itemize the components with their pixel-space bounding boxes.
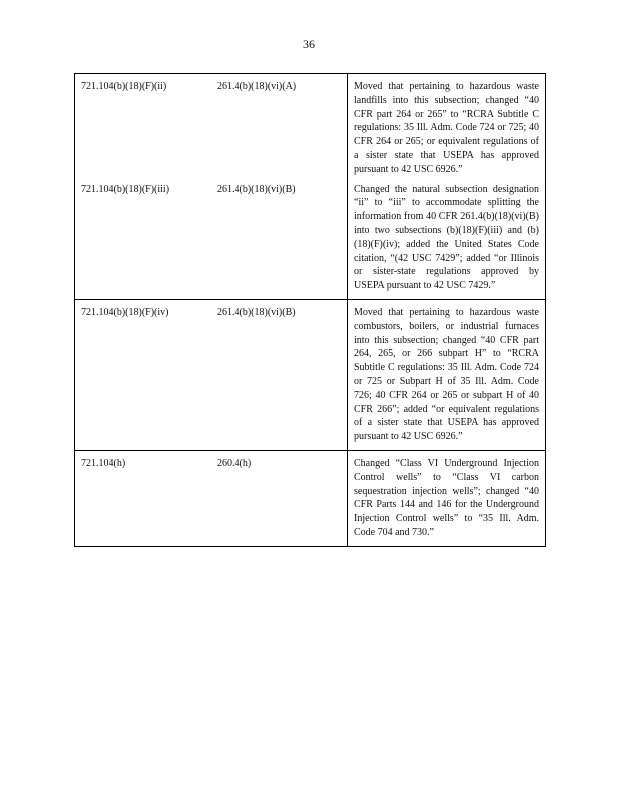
federal-source-cell: 261.4(b)(18)(vi)(B) <box>211 299 348 450</box>
table-row <box>75 177 546 300</box>
federal-source-cell: 260.4(h) <box>211 450 348 546</box>
amendments-table <box>74 73 546 547</box>
change-description-cell: Changed the natural subsection designation “ii” to “iii” to accommodate splitting the information from 40 CFR 261.4(b)(18)(vi)(B) into two subsections (b)(18)(F)(iii) and (b)(18)(F)(iv); added the United States Code citation, “(42 USC 7429”; added “or Illinois or sister-state regulations approved by USEPA pursuant to 42 USC 7429.” <box>348 177 546 300</box>
illinois-section-cell: 721.104(b)(18)(F)(ii) <box>75 74 212 177</box>
federal-source-cell: 261.4(b)(18)(vi)(A) <box>211 74 348 177</box>
illinois-section-cell: 721.104(b)(18)(F)(iii) <box>75 177 212 300</box>
federal-source-cell: 261.4(b)(18)(vi)(B) <box>211 177 348 300</box>
illinois-section-cell: 721.104(b)(18)(F)(iv) <box>75 299 212 450</box>
change-description-cell: Moved that pertaining to hazardous waste landfills into this subsection; changed “40 CFR part 264 or 265” to “RCRA Subtitle C regulations: 35 Ill. Adm. Code 724 or 725; 40 CFR 264 or 265; or equivalent regulations of a sister state that USEPA has approved pursuant to 42 USC 6926.” <box>348 74 546 177</box>
table-row <box>75 450 546 546</box>
table-row <box>75 299 546 450</box>
page-number: 36 <box>303 37 315 51</box>
table-row <box>75 74 546 177</box>
illinois-section-cell: 721.104(h) <box>75 450 212 546</box>
change-description-cell: Moved that pertaining to hazardous waste combustors, boilers, or industrial furnaces into this subsection; changed “40 CFR part 264, 265, or 266 subpart H” to “RCRA Subtitle C regulations: 35 Ill. Adm. Code 724 or 725 or Subpart H of 35 Ill. Adm. Code 726; 40 CFR 264 or 265 or subpart H of 40 CFR 266”; added “or equivalent regulations of a sister state that USEPA has approved pursuant to 42 USC 6926.” <box>348 299 546 450</box>
change-description-cell: Changed “Class VI Underground Injection Control wells” to “Class VI carbon sequestration injection wells”; changed “40 CFR Parts 144 and 146 for the Underground Injection Control wells” to “35 Ill. Adm. Code 704 and 730.” <box>348 450 546 546</box>
